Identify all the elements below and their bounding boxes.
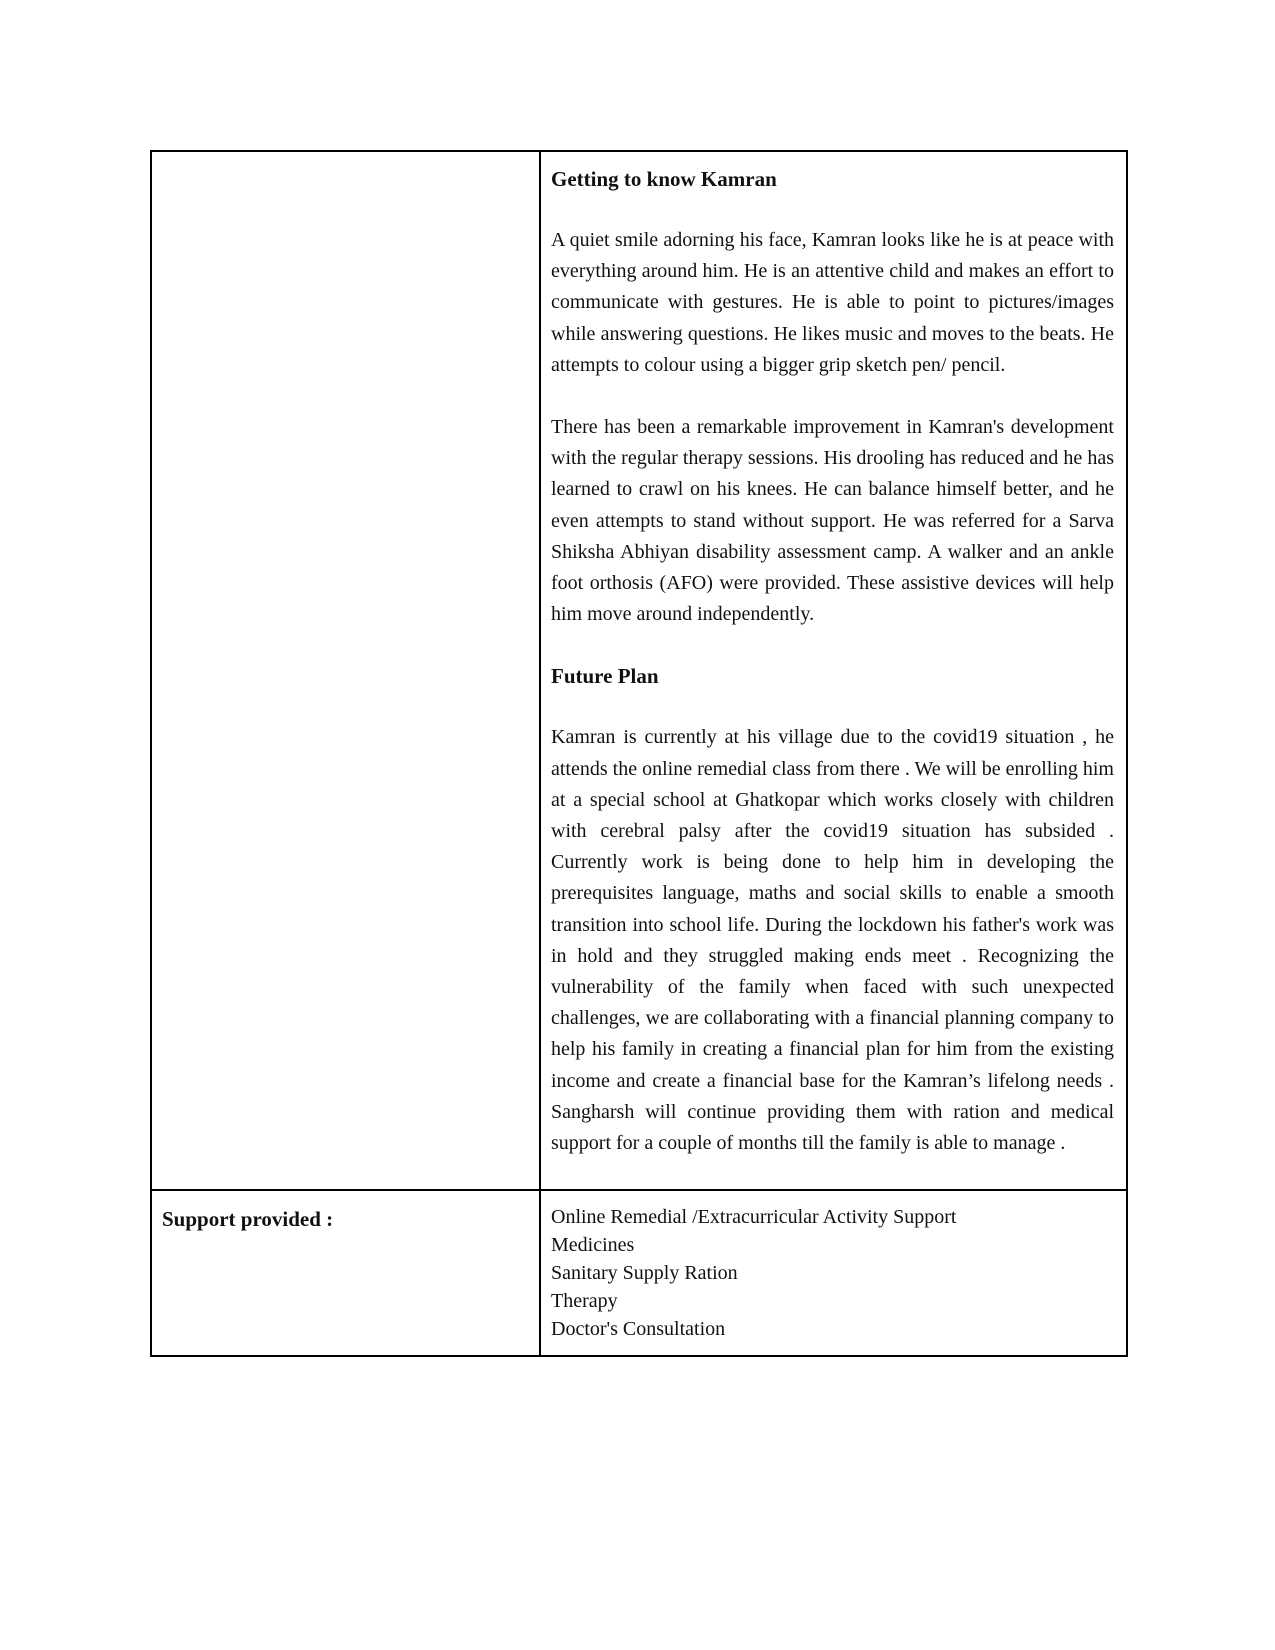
- support-item: Doctor's Consultation: [551, 1318, 726, 1341]
- narrative-row: [151, 151, 1127, 1190]
- support-label: Support provided :: [162, 1207, 334, 1232]
- support-item: Medicines: [551, 1234, 635, 1257]
- support-list: [540, 1190, 1127, 1356]
- support-label-cell: [151, 1190, 540, 1356]
- paragraph-intro: A quiet smile adorning his face, Kamran looks like he is at peace with everything around him. He is an attentive child and makes an effort to communicate with gestures. He is able to point to pictures/images while answering questions. He likes music and moves to the beats. He attempts to colour using a bigger grip sketch pen/ pencil.: [551, 229, 1114, 376]
- paragraph-future-plan: Kamran is currently at his village due to the covid19 situation , he attends the online remedial class from there . We will be enrolling him at a special school at Ghatkopar which works closely with children with cerebral palsy after the covid19 situation has subsided . Currently work is being done to help him in developing the prerequisites language, maths and social skills to enable a smooth transition into school life. During the lockdown his father's work was in hold and they struggled making ends meet . Recognizing the vulnerability of the family when faced with such unexpected challenges, we are collaborating with a financial planning company to help his family in creating a financial plan for him from the existing income and create a financial base for the Kamran’s lifelong needs . Sangharsh will continue providing them with ration and medical support for a couple of months till the family is able to manage .: [551, 726, 1114, 1155]
- paragraph-improvement: There has been a remarkable improvement in Kamran's development with the regular therapy sessions. His drooling has reduced and he has learned to crawl on his knees. He can balance himself better, and he even attempts to stand without support. He was referred for a Sarva Shiksha Abhiyan disability assessment camp. A walker and an ankle foot orthosis (AFO) were provided. These assistive devices will help him move around independently.: [551, 416, 1114, 626]
- section-heading-getting-to-know: Getting to know Kamran: [551, 167, 777, 191]
- empty-left-cell: [151, 151, 540, 1190]
- profile-table: [150, 150, 1128, 1357]
- support-row: [151, 1190, 1127, 1356]
- narrative-cell: [540, 151, 1127, 1190]
- support-item: Sanitary Supply Ration: [551, 1262, 738, 1285]
- support-item: Therapy: [551, 1290, 618, 1313]
- support-item: Online Remedial /Extracurricular Activity Support: [551, 1206, 957, 1229]
- section-heading-future-plan: Future Plan: [551, 664, 659, 689]
